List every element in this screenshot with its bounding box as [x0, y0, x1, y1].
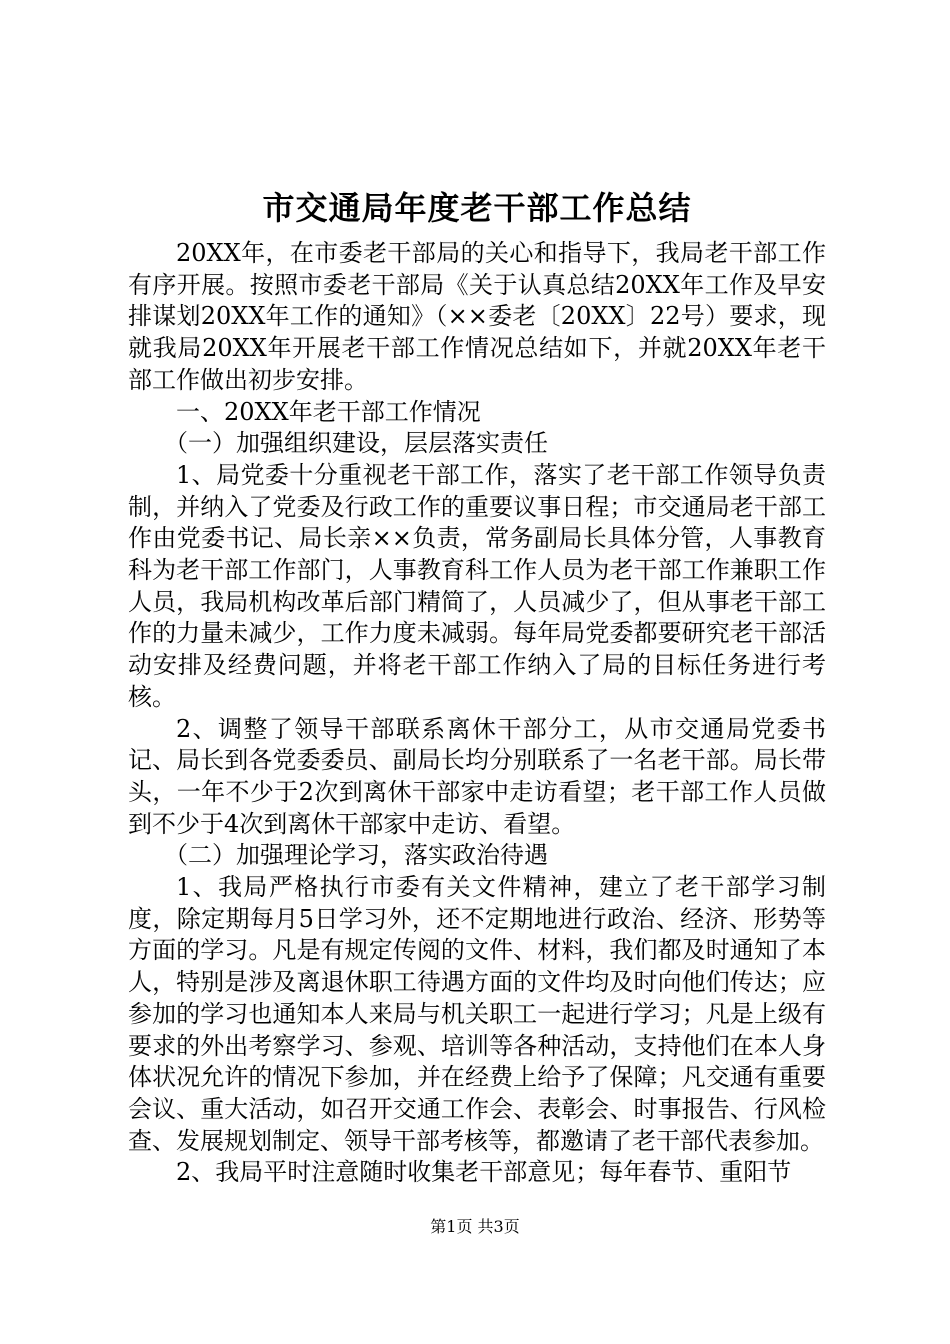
intro-paragraph: 20XX年，在市委老干部局的关心和指导下，我局老干部工作有序开展。按照市委老干部局《关于认真总结20XX年工作及早安排谋划20XX年工作的通知》（××委老〔20XX〕22号）要求，现就我局20XX年开展老干部工作情况总结如下，并就20XX年老干部工作做出初步安排。	[128, 239, 826, 394]
body-paragraph: 2、我局平时注意随时收集老干部意见；每年春节、重阳节	[176, 1158, 792, 1187]
subsection-heading: （一）加强组织建设，层层落实责任	[164, 429, 548, 458]
document-title: 市交通局年度老干部工作总结	[262, 189, 692, 227]
body-paragraph: 1、我局严格执行市委有关文件精神，建立了老干部学习制度，除定期每月5日学习外，还不定期地进行政治、经济、形势等方面的学习。凡是有规定传阅的文件、材料，我们都及时通知了本人，特别是涉及离退休职工待遇方面的文件均及时向他们传达；应参加的学习也通知本人来局与机关职工一起进行学习；凡是上级有要求的外出考察学习、参观、培训等各种活动，支持他们在本人身体状况允许的情况下参加，并在经费上给予了保障；凡交通有重要会议、重大活动，如召开交通工作会、表彰会、时事报告、行风检查、发展规划制定、领导干部考核等，都邀请了老干部代表参加。	[128, 873, 826, 1155]
subsection-heading: （二）加强理论学习，落实政治待遇	[164, 841, 548, 870]
body-paragraph: 2、调整了领导干部联系离休干部分工，从市交通局党委书记、局长到各党委委员、副局长均分别联系了一名老干部。局长带头，一年不少于2次到离休干部家中走访看望；老干部工作人员做到不少于4次到离休干部家中走访、看望。	[128, 714, 826, 838]
page-number-footer: 第1页 共3页	[430, 1217, 520, 1236]
document-page	[128, 182, 826, 1189]
section-heading: 一、20XX年老干部工作情况	[176, 397, 481, 426]
body-paragraph: 1、局党委十分重视老干部工作，落实了老干部工作领导负责制，并纳入了党委及行政工作的重要议事日程；市交通局老干部工作由党委书记、局长亲××负责，常务副局长具体分管，人事教育科为老干部工作部门，人事教育科工作人员为老干部工作兼职工作人员，我局机构改革后部门精简了，人员减少了，但从事老干部工作的力量未减少，工作力度未减弱。每年局党委都要研究老干部活动安排及经费问题，并将老干部工作纳入了局的目标任务进行考核。	[128, 460, 826, 711]
